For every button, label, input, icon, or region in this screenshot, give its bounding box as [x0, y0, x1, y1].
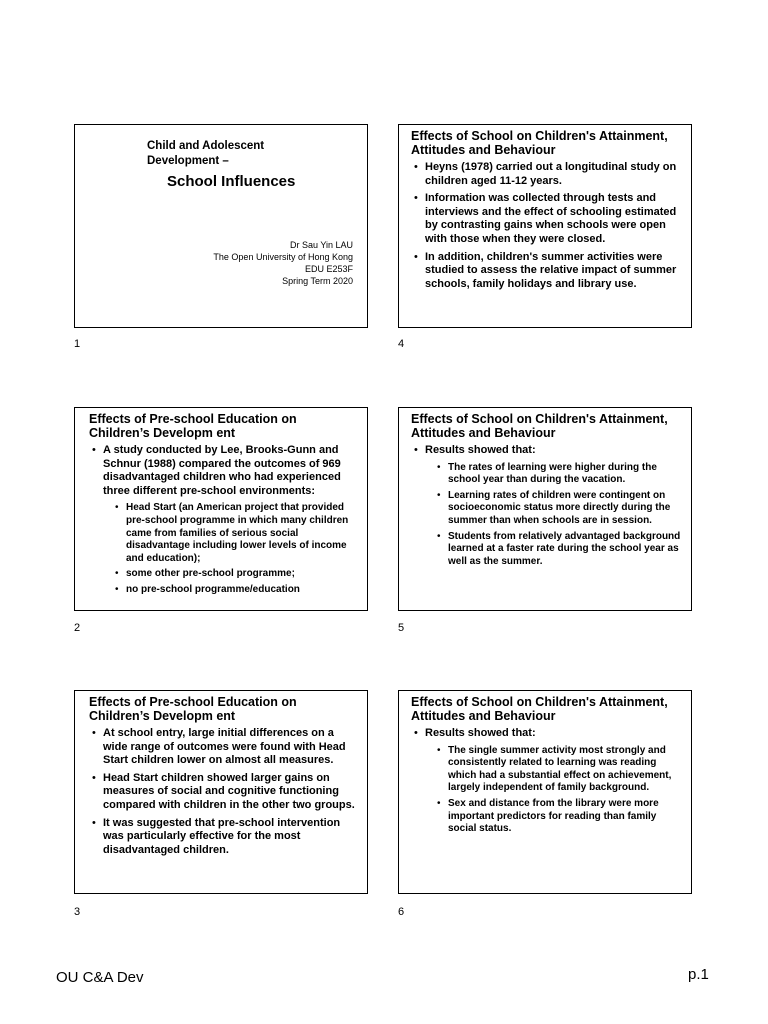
slide-3 — [74, 690, 368, 894]
slide-number: 6 — [398, 906, 405, 918]
bullet-list — [411, 161, 681, 291]
bullet-item: • In addition, children's summer activities were studied to assess the relative impact of summer schools, family holidays and library use. — [411, 251, 681, 292]
slide-title: Effects of Pre-school Education on Children’s Developm ent — [89, 412, 297, 440]
slide-5 — [398, 407, 692, 611]
slide-title: Effects of Pre-school Education on Children’s Developm ent — [89, 695, 297, 723]
slide-title: Effects of School on Children's Attainment, Attitudes and Behaviour — [411, 412, 668, 440]
sub-bullet-item: • no pre-school programme/education — [115, 584, 357, 597]
slide-2 — [74, 407, 368, 611]
slide-number: 1 — [74, 338, 81, 350]
bullet-text: Results showed that: — [425, 727, 536, 739]
bullet-item: • At school entry, large initial differences on a wide range of outcomes were found with Head Start children lower on almost all measures. — [89, 727, 357, 768]
slide-1 — [74, 124, 368, 328]
slide-4 — [398, 124, 692, 328]
sub-bullet-item: • Learning rates of children were contingent on socioeconomic status more directly during the summer than when schools are in session. — [437, 490, 681, 528]
bullet-list — [411, 727, 681, 836]
bullet-item — [411, 444, 681, 568]
institution: The Open University of Hong Kong — [213, 252, 353, 262]
sub-bullet-list — [425, 745, 681, 836]
author-name: Dr Sau Yin LAU — [289, 240, 353, 250]
slide-number: 5 — [398, 622, 405, 634]
sub-bullet-list — [425, 462, 681, 569]
bullet-list — [89, 727, 357, 857]
bullet-item: • It was suggested that pre-school intervention was particularly effective for the most disadvantaged children. — [89, 817, 357, 858]
slide-title: Effects of School on Children's Attainment, Attitudes and Behaviour — [411, 129, 668, 157]
sub-bullet-item: • some other pre-school programme; — [115, 568, 357, 581]
bullet-text: A study conducted by Lee, Brooks-Gunn and Schnur (1988) compared the outcomes of 969 disadvantaged children who had experienced three different pre-school environments: — [103, 444, 341, 497]
subtitle-line: Child and Adolescent — [147, 140, 265, 152]
course-code: EDU E253F — [304, 264, 353, 274]
sub-bullet-item: • Sex and distance from the library were more important predictors for reading than family social status. — [437, 798, 681, 836]
page-number: p.1 — [688, 966, 709, 983]
sub-bullet-item: • The rates of learning were higher during the school year than during the vacation. — [437, 462, 681, 487]
bullet-item — [89, 444, 357, 597]
author-info — [213, 239, 353, 287]
sub-bullet-item: • Head Start (an American project that provided pre-school programme in which many children came from families of serious social disadvantage including lower levels of income and education); — [115, 502, 357, 565]
bullet-item — [411, 727, 681, 836]
slide-number: 2 — [74, 622, 81, 634]
bullet-item: • Head Start children showed larger gains on measures of social and cognitive functioning compared with children in the other two groups. — [89, 772, 357, 813]
term: Spring Term 2020 — [282, 276, 353, 286]
bullet-list — [411, 444, 681, 568]
subtitle-line: Development – — [147, 155, 229, 167]
footer-course-label: OU C&A Dev — [56, 969, 144, 986]
bullet-text: Results showed that: — [425, 444, 536, 456]
slide-title: Effects of School on Children's Attainment, Attitudes and Behaviour — [411, 695, 668, 723]
sub-bullet-item: • Students from relatively advantaged background learned at a faster rate during the school year as well as the summer. — [437, 531, 681, 569]
bullet-list — [89, 444, 357, 597]
slide-6 — [398, 690, 692, 894]
slide-number: 3 — [74, 906, 81, 918]
bullet-item: • Heyns (1978) carried out a longitudinal study on children aged 11-12 years. — [411, 161, 681, 188]
sub-bullet-item: • The single summer activity most strongly and consistently related to learning was reading which had a substantial effect on achievement, largely independent of family background. — [437, 745, 681, 795]
cover-title: School Influences — [167, 173, 296, 190]
course-subtitle — [147, 139, 264, 169]
slide-number: 4 — [398, 338, 405, 350]
bullet-item: • Information was collected through tests and interviews and the effect of schooling estimated by contrasting gains when schools were open with those when they were closed. — [411, 192, 681, 246]
sub-bullet-list — [103, 502, 357, 596]
